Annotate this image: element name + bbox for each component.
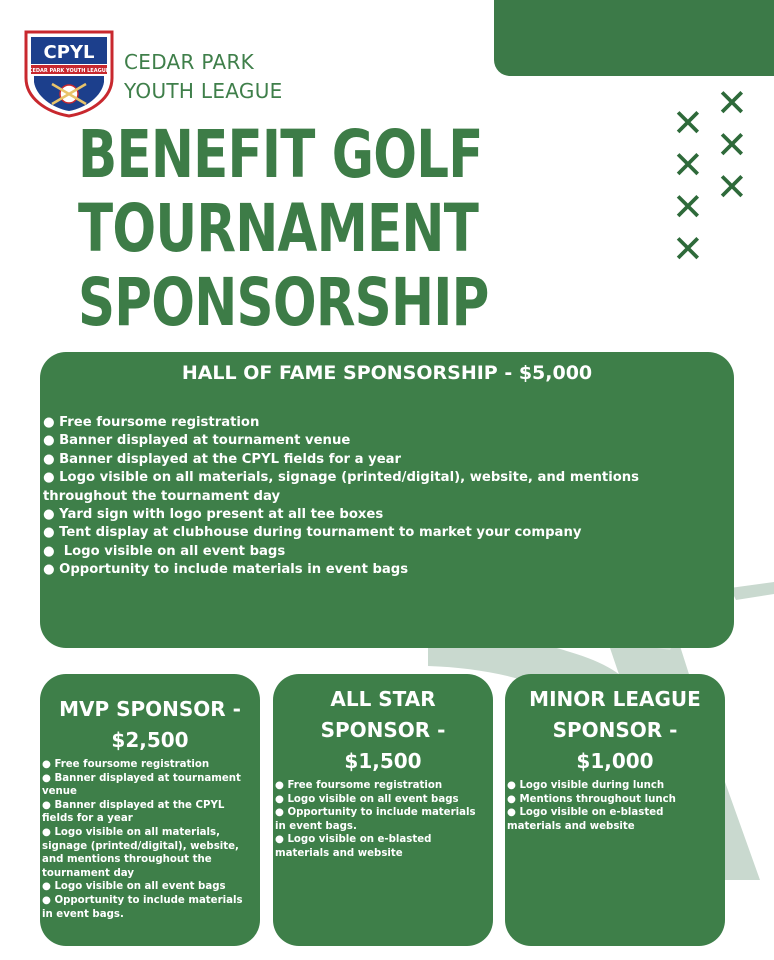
- list-item: ● Banner displayed at tournament venue: [43, 432, 734, 450]
- logo-text: CPYL: [43, 42, 95, 63]
- x-mark-icon: ✕: [716, 81, 748, 125]
- list-item: ● Free foursome registration: [42, 758, 254, 772]
- x-mark-icon: ✕: [672, 227, 704, 271]
- league-name-line2: YOUTH LEAGUE: [124, 79, 283, 103]
- title-line1: BENEFIT GOLF: [78, 116, 483, 193]
- hall-of-fame-title: HALL OF FAME SPONSORSHIP - $5,000: [181, 362, 593, 384]
- league-name-line1: CEDAR PARK: [124, 50, 255, 74]
- list-item: ● Tent display at clubhouse during tournament to market your company: [43, 524, 734, 542]
- cpyl-logo: [22, 28, 116, 118]
- x-mark-icon: ✕: [672, 143, 704, 187]
- list-item: ● Banner displayed at the CPYL fields for a year: [42, 799, 254, 826]
- list-item: ● Banner displayed at the CPYL fields for a year: [43, 451, 734, 469]
- minor-league-list: [505, 779, 725, 833]
- mvp-list: [40, 758, 260, 921]
- list-item: ● Banner displayed at tournament venue: [42, 772, 254, 799]
- list-item: ● Yard sign with logo present at all tee boxes: [43, 506, 734, 524]
- page-title: [78, 116, 489, 341]
- all-star-card: [273, 674, 493, 946]
- list-item: ● Opportunity to include materials in event bags.: [42, 894, 254, 921]
- list-item: ● Logo visible on e-blasted materials and website: [275, 833, 487, 860]
- list-item: ● Logo visible on all materials, signage (printed/digital), website, and mentions throughout the tournament day: [43, 469, 734, 506]
- list-item: ● Logo visible on all event bags: [42, 880, 254, 894]
- minor-league-title: MINOR LEAGUE SPONSOR - $1,000: [529, 687, 701, 773]
- hall-of-fame-card: [40, 352, 734, 648]
- mvp-card: [40, 674, 260, 946]
- x-mark-icon: ✕: [716, 165, 748, 209]
- list-item: ● Logo visible on all event bags: [43, 543, 734, 561]
- list-item: ● Opportunity to include materials in event bags: [43, 561, 734, 579]
- list-item: ● Logo visible during lunch: [507, 779, 719, 793]
- list-item: ● Free foursome registration: [43, 414, 734, 432]
- list-item: ● Opportunity to include materials in event bags.: [275, 806, 487, 833]
- all-star-list: [273, 779, 493, 861]
- list-item: ● Logo visible on all materials, signage (printed/digital), website, and mentions throughout the tournament day: [42, 826, 254, 880]
- hall-of-fame-list: [40, 414, 734, 580]
- list-item: ● Mentions throughout lunch: [507, 793, 719, 807]
- x-mark-icon: ✕: [672, 101, 704, 145]
- list-item: ● Free foursome registration: [275, 779, 487, 793]
- minor-league-card: [505, 674, 725, 946]
- logo-subtext: CEDAR PARK YOUTH LEAGUE: [28, 68, 110, 74]
- mvp-title: MVP SPONSOR - $2,500: [59, 697, 241, 752]
- title-line3: SPONSORSHIP: [78, 264, 489, 341]
- corner-tab: [494, 0, 774, 76]
- x-mark-icon: ✕: [672, 185, 704, 229]
- all-star-title: ALL STAR SPONSOR - $1,500: [320, 687, 446, 773]
- league-name: [124, 48, 283, 106]
- title-line2: TOURNAMENT: [78, 190, 479, 267]
- list-item: ● Logo visible on all event bags: [275, 793, 487, 807]
- x-mark-icon: ✕: [716, 123, 748, 167]
- list-item: ● Logo visible on e-blasted materials and website: [507, 806, 719, 833]
